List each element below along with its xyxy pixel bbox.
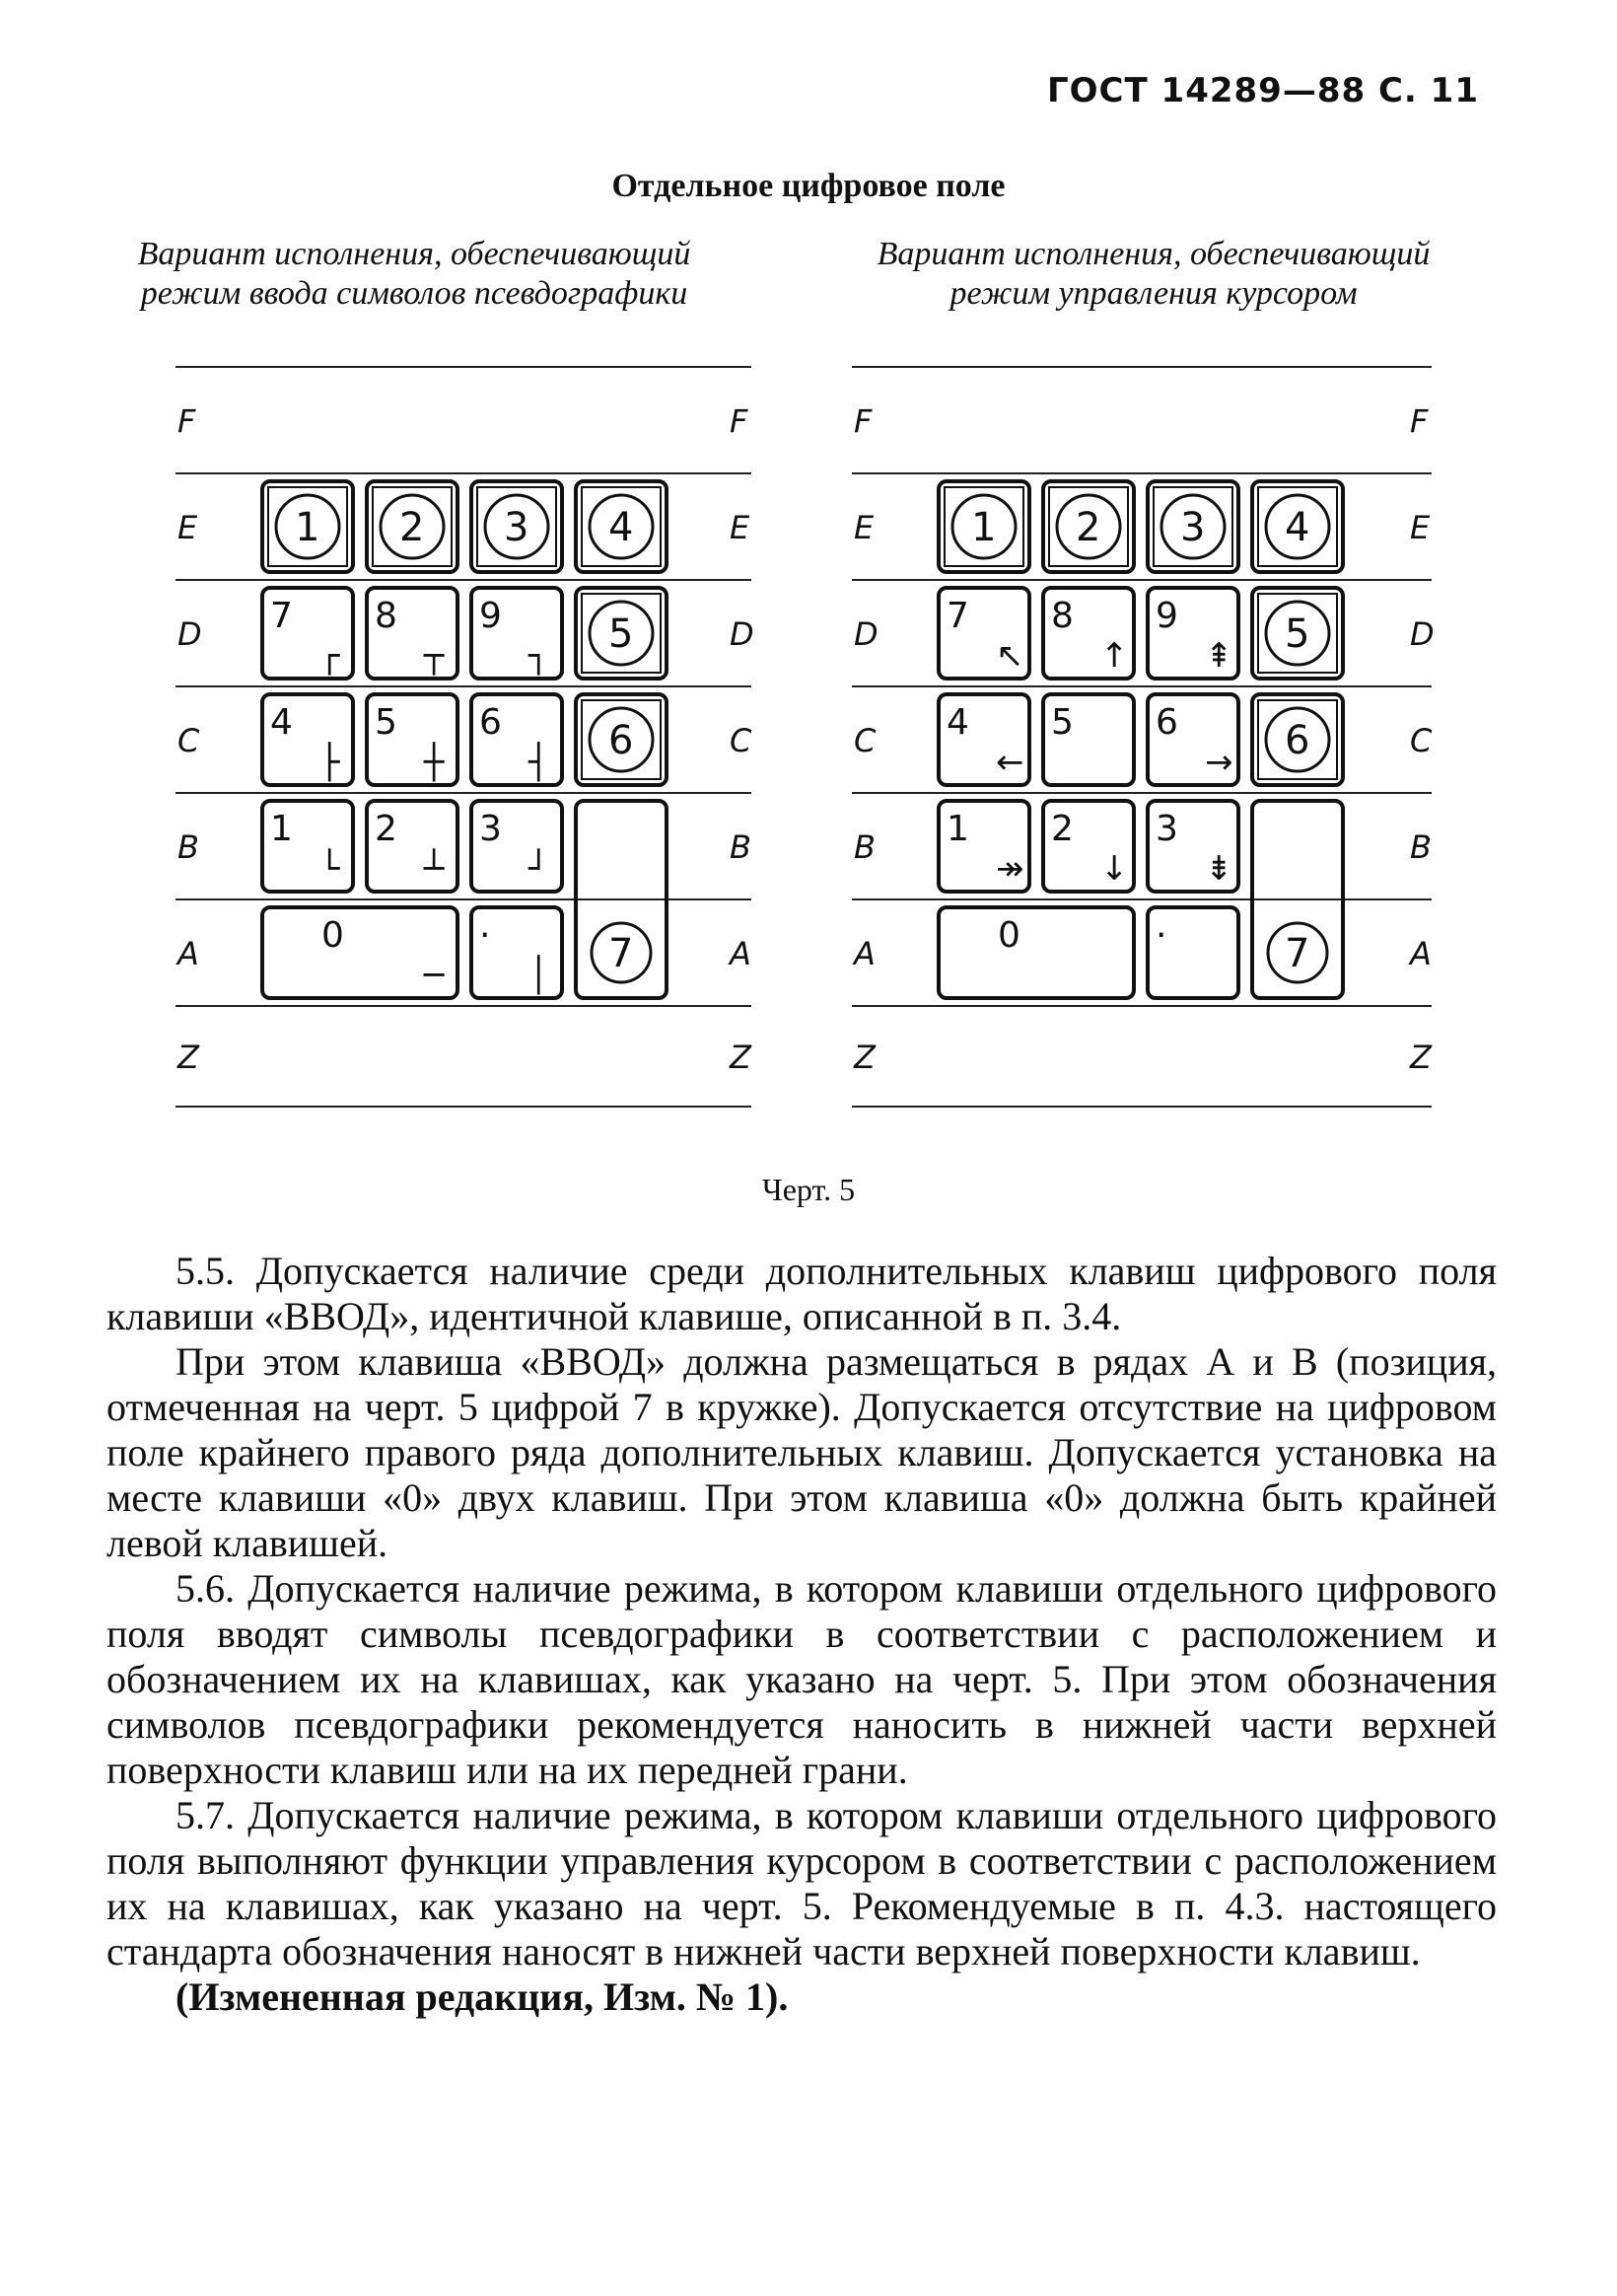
right-keypad-key-label: 6 <box>1156 702 1178 743</box>
left-keypad-key-symbol: ┴ <box>424 849 445 889</box>
right-keypad-key-label: 2 <box>1076 505 1101 550</box>
right-keypad-key-label: 4 <box>1285 505 1310 550</box>
right-keypad-row-label: B <box>854 828 876 866</box>
right-keypad-key-symbol: ↓ <box>1100 849 1129 889</box>
right-keypad-key-symbol: ↖ <box>996 636 1024 676</box>
left-caption-line2: режим ввода символов псевдографики <box>140 275 688 312</box>
left-keypad-key-symbol: ─ <box>424 956 445 995</box>
right-keypad-key-label: 2 <box>1051 809 1074 849</box>
left-keypad-row-label: E <box>730 509 750 546</box>
right-keypad-key-symbol: ← <box>996 743 1024 782</box>
left-keypad-key-label: · <box>479 915 491 956</box>
left-keypad-row-label: Z <box>730 1039 751 1076</box>
right-keypad-key-label: 5 <box>1051 702 1074 743</box>
left-keypad-key-label: 5 <box>608 611 634 657</box>
left-keypad-key-symbol: ┐ <box>528 636 549 676</box>
left-keypad-row-label: C <box>730 722 752 759</box>
left-keypad-key-label: 6 <box>479 702 502 743</box>
left-keypad-key-label: 3 <box>479 809 502 849</box>
left-keypad-key-label: 7 <box>608 931 634 976</box>
left-keypad-row-label: F <box>730 402 748 440</box>
right-keypad-key-label: 0 <box>998 915 1020 956</box>
right-keypad-key-symbol: ↑ <box>1100 636 1129 676</box>
right-keypad-row-label: F <box>1410 402 1429 440</box>
page-header: ГОСТ 14289—88 С. 11 <box>1046 71 1479 110</box>
right-keypad-key-label: 1 <box>971 505 997 550</box>
left-keypad-key-label: 2 <box>375 809 397 849</box>
right-keypad-row-label: Z <box>854 1039 876 1076</box>
left-keypad-key-label: 7 <box>270 596 293 636</box>
right-keypad-key <box>939 907 1134 998</box>
right-keypad-key-label: 1 <box>947 809 969 849</box>
right-keypad-key-label: 7 <box>947 596 969 636</box>
left-keypad-key-symbol: ├ <box>319 743 340 782</box>
left-keypad-key-symbol: ┤ <box>528 743 549 782</box>
left-keypad-row-label: F <box>177 402 196 440</box>
right-keypad-key-label: 3 <box>1180 505 1206 550</box>
section-title: Отдельное цифровое поле <box>611 168 1006 204</box>
right-keypad-row-label: E <box>1410 509 1431 546</box>
right-keypad-row-label: Z <box>1410 1039 1432 1076</box>
figure-label: Черт. 5 <box>761 1172 856 1207</box>
left-keypad-row-label: A <box>177 935 199 972</box>
right-keypad-key-label: 8 <box>1051 596 1074 636</box>
right-keypad-row-label: D <box>854 615 879 653</box>
right-keypad-row-label: C <box>854 722 877 759</box>
left-keypad-row-label: E <box>177 509 198 546</box>
left-keypad-key-label: 0 <box>321 915 344 956</box>
right-keypad-key-label: 3 <box>1156 809 1178 849</box>
left-keypad-key-symbol: │ <box>528 956 549 995</box>
right-keypad-key-label: 6 <box>1285 718 1310 763</box>
left-keypad-row-label: Z <box>177 1039 199 1076</box>
left-keypad-row-label: B <box>730 828 751 866</box>
left-keypad-key-label: 5 <box>375 702 397 743</box>
left-keypad-key-label: 4 <box>270 702 293 743</box>
left-keypad-key-label: 2 <box>399 505 425 550</box>
right-keypad-key-label: 4 <box>947 702 969 743</box>
left-keypad-key-label: 1 <box>270 809 293 849</box>
body-text <box>106 1249 1497 2020</box>
right-keypad-key-label: 9 <box>1156 596 1178 636</box>
paragraph-5-5: 5.5. Допускается наличие среди дополнительных клавиш цифрового поля клавиши «ВВОД», идентичной клавише, описанной в п. 3.4. <box>106 1249 1497 1338</box>
right-keypad-row-label: C <box>1410 722 1433 759</box>
right-caption-line2: режим управления курсором <box>949 275 1358 312</box>
left-keypad-key-symbol: └ <box>319 849 340 889</box>
left-keypad-row-label: B <box>177 828 199 866</box>
right-keypad-row-label: A <box>1410 935 1432 972</box>
left-keypad-key-symbol: ┌ <box>319 636 340 676</box>
right-keypad-key-symbol: ⇞ <box>1205 636 1233 676</box>
left-keypad-row-label: C <box>177 722 200 759</box>
left-keypad-row-label: D <box>730 615 754 653</box>
right-keypad-key-symbol: ↠ <box>996 849 1024 889</box>
right-keypad-row-label: E <box>854 509 875 546</box>
right-keypad-key-symbol: → <box>1205 743 1233 782</box>
left-caption-line1: Вариант исполнения, обеспечивающий <box>137 236 691 272</box>
left-keypad-key-label: 1 <box>295 505 320 550</box>
right-keypad-key-label: 5 <box>1285 611 1310 657</box>
right-keypad-key-label: 7 <box>1285 931 1310 976</box>
left-keypad-key-label: 4 <box>608 505 634 550</box>
right-keypad-row-label: D <box>1410 615 1435 653</box>
left-keypad-key-label: 6 <box>608 718 634 763</box>
right-keypad-row-label: B <box>1410 828 1432 866</box>
left-keypad-key-symbol: ┘ <box>528 849 549 889</box>
right-caption-line1: Вариант исполнения, обеспечивающий <box>877 236 1431 272</box>
right-keypad-key-label: · <box>1156 915 1167 956</box>
amendment-note: (Измененная редакция, Изм. № 1). <box>176 1974 789 2019</box>
right-keypad-key-symbol: ⇟ <box>1205 849 1233 889</box>
left-keypad-row-label: D <box>177 615 202 653</box>
left-keypad-key-label: 9 <box>479 596 502 636</box>
left-keypad-key-label: 8 <box>375 596 397 636</box>
left-keypad-row-label: A <box>730 935 751 972</box>
paragraph-5-5-cont: При этом клавиша «ВВОД» должна размещаться в рядах А и В (позиция, отмеченная на черт. 5 цифрой 7 в кружке). Допускается отсутствие на цифровом поле крайнего правого ряда дополнительных клавиш. Допускается установка на месте клавиши «0» двух клавиш. При этом клавиша «0» должна быть крайней левой клавишей. <box>106 1339 1497 1565</box>
left-keypad-key-symbol: ┼ <box>424 743 445 782</box>
right-keypad-row-label: A <box>854 935 876 972</box>
paragraph-5-6: 5.6. Допускается наличие режима, в котором клавиши отдельного цифрового поля вводят символы псевдографики в соответствии с расположением и обозначением их на клавишах, как указано на черт. 5. При этом обозначения символов псевдографики рекомендуется наносить в нижней части верхней поверхности клавиш или на их передней грани. <box>106 1566 1497 1792</box>
left-keypad-key-symbol: ┬ <box>424 636 445 676</box>
left-keypad-key-label: 3 <box>504 505 529 550</box>
right-keypad-row-label: F <box>854 402 873 440</box>
paragraph-5-7: 5.7. Допускается наличие режима, в котором клавиши отдельного цифрового поля выполняют функции управления курсором в соответствии с расположением их на клавишах, как указано на черт. 5. Рекомендуемые в п. 4.3. настоящего стандарта обозначения наносят в нижней части верхней поверхности клавиш. <box>106 1793 1497 1973</box>
